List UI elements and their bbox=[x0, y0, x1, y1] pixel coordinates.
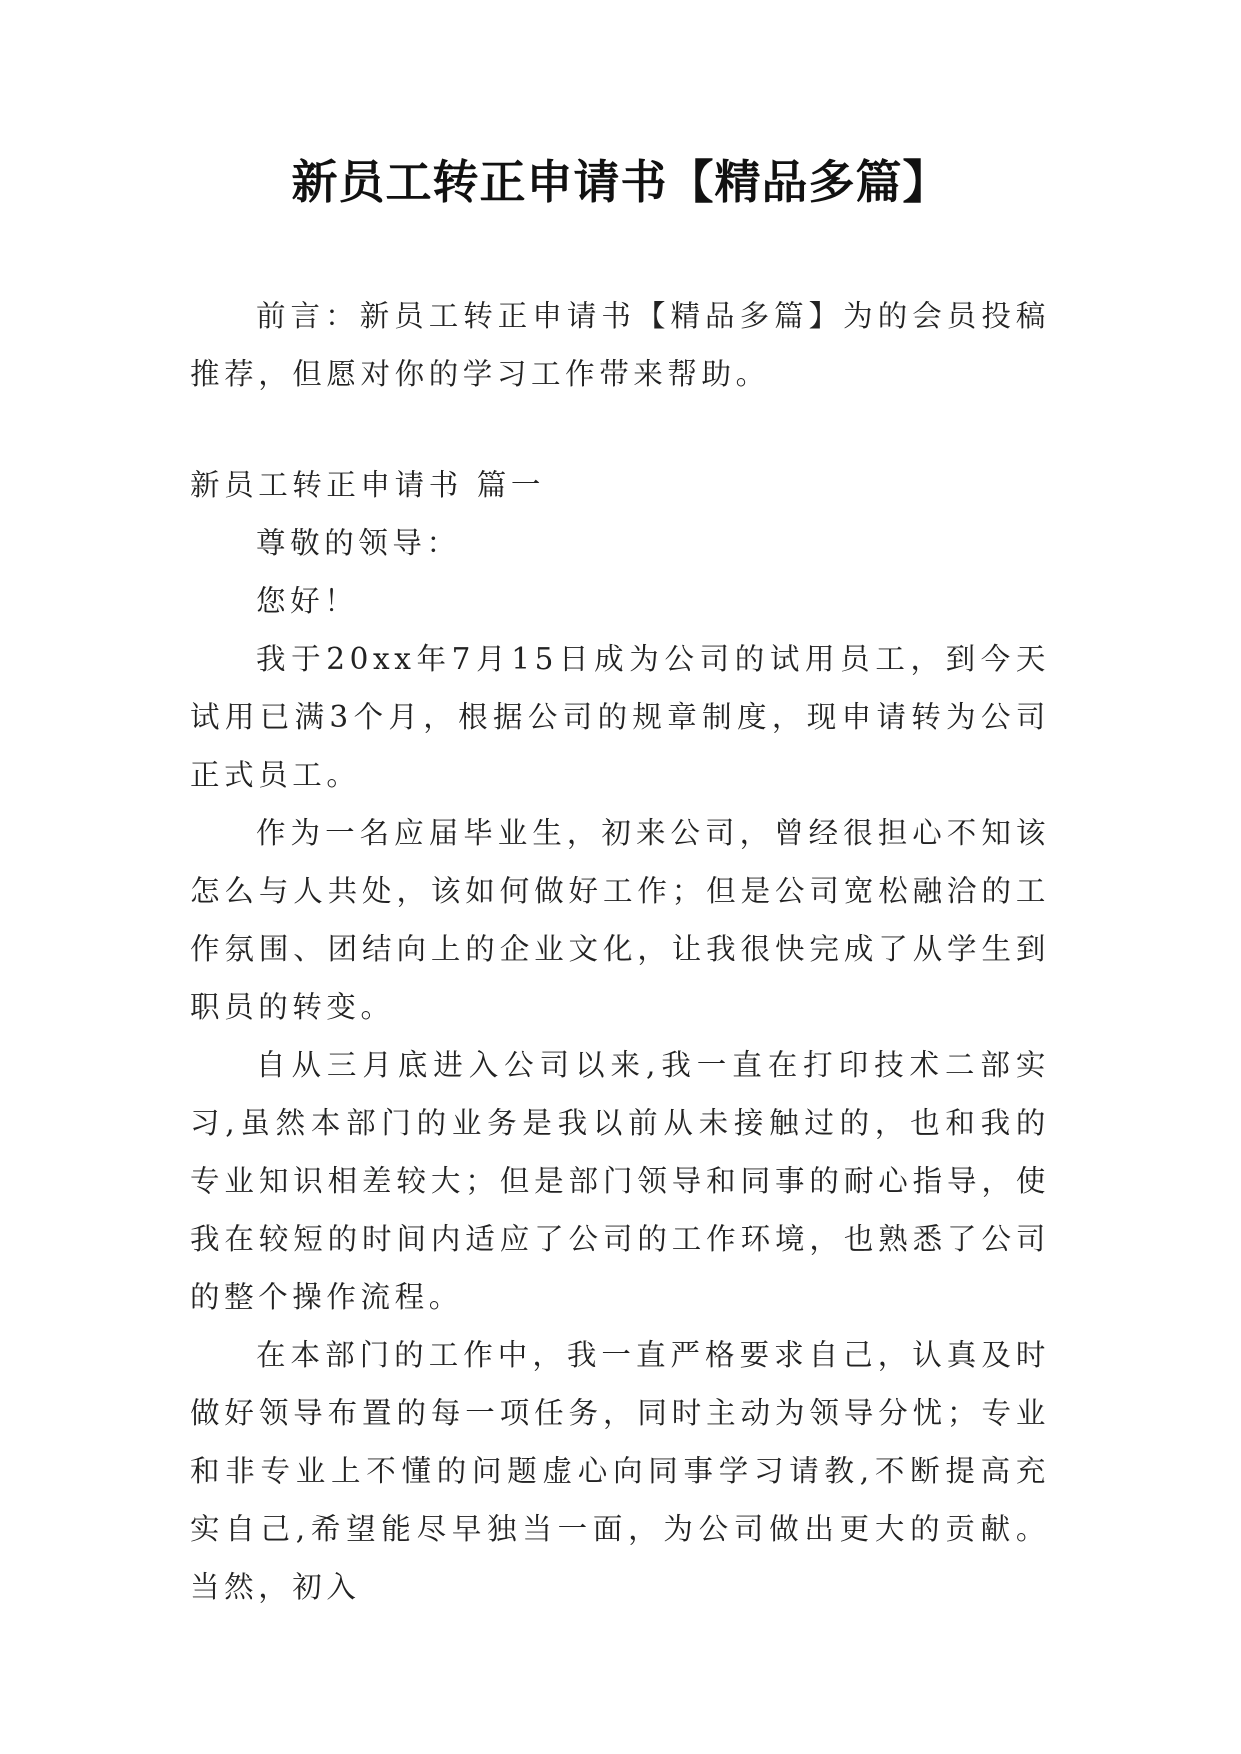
body-paragraph: 我于20xx年7月15日成为公司的试用员工，到今天试用已满3个月，根据公司的规章制度，现申请转为公司正式员工。 bbox=[190, 642, 1050, 792]
document-title: 新员工转正申请书【精品多篇】 bbox=[291, 155, 950, 209]
salutation: 尊敬的领导： bbox=[256, 526, 461, 560]
preface-paragraph: 前言：新员工转正申请书【精品多篇】为的会员投稿推荐，但愿对你的学习工作带来帮助。 bbox=[190, 299, 1050, 391]
main-body bbox=[190, 456, 1050, 1616]
body-paragraph: 自从三月底进入公司以来,我一直在打印技术二部实习,虽然本部门的业务是我以前从未接触过的，也和我的专业知识相差较大；但是部门领导和同事的耐心指导，使我在较短的时间内适应了公司的工作环境，也熟悉了公司的整个操作流程。 bbox=[190, 1048, 1050, 1314]
preface-block bbox=[190, 287, 1050, 403]
section-heading: 新员工转正申请书 篇一 bbox=[190, 468, 545, 502]
body-paragraph: 在本部门的工作中，我一直严格要求自己，认真及时做好领导布置的每一项任务，同时主动为领导分忧；专业和非专业上不懂的问题虚心向同事学习请教,不断提高充实自己,希望能尽早独当一面，为公司做出更大的贡献。当然，初入 bbox=[190, 1338, 1050, 1604]
greeting: 您好！ bbox=[256, 584, 359, 618]
body-paragraph: 作为一名应届毕业生，初来公司，曾经很担心不知该怎么与人共处，该如何做好工作；但是公司宽松融洽的工作氛围、团结向上的企业文化，让我很快完成了从学生到职员的转变。 bbox=[190, 816, 1050, 1024]
